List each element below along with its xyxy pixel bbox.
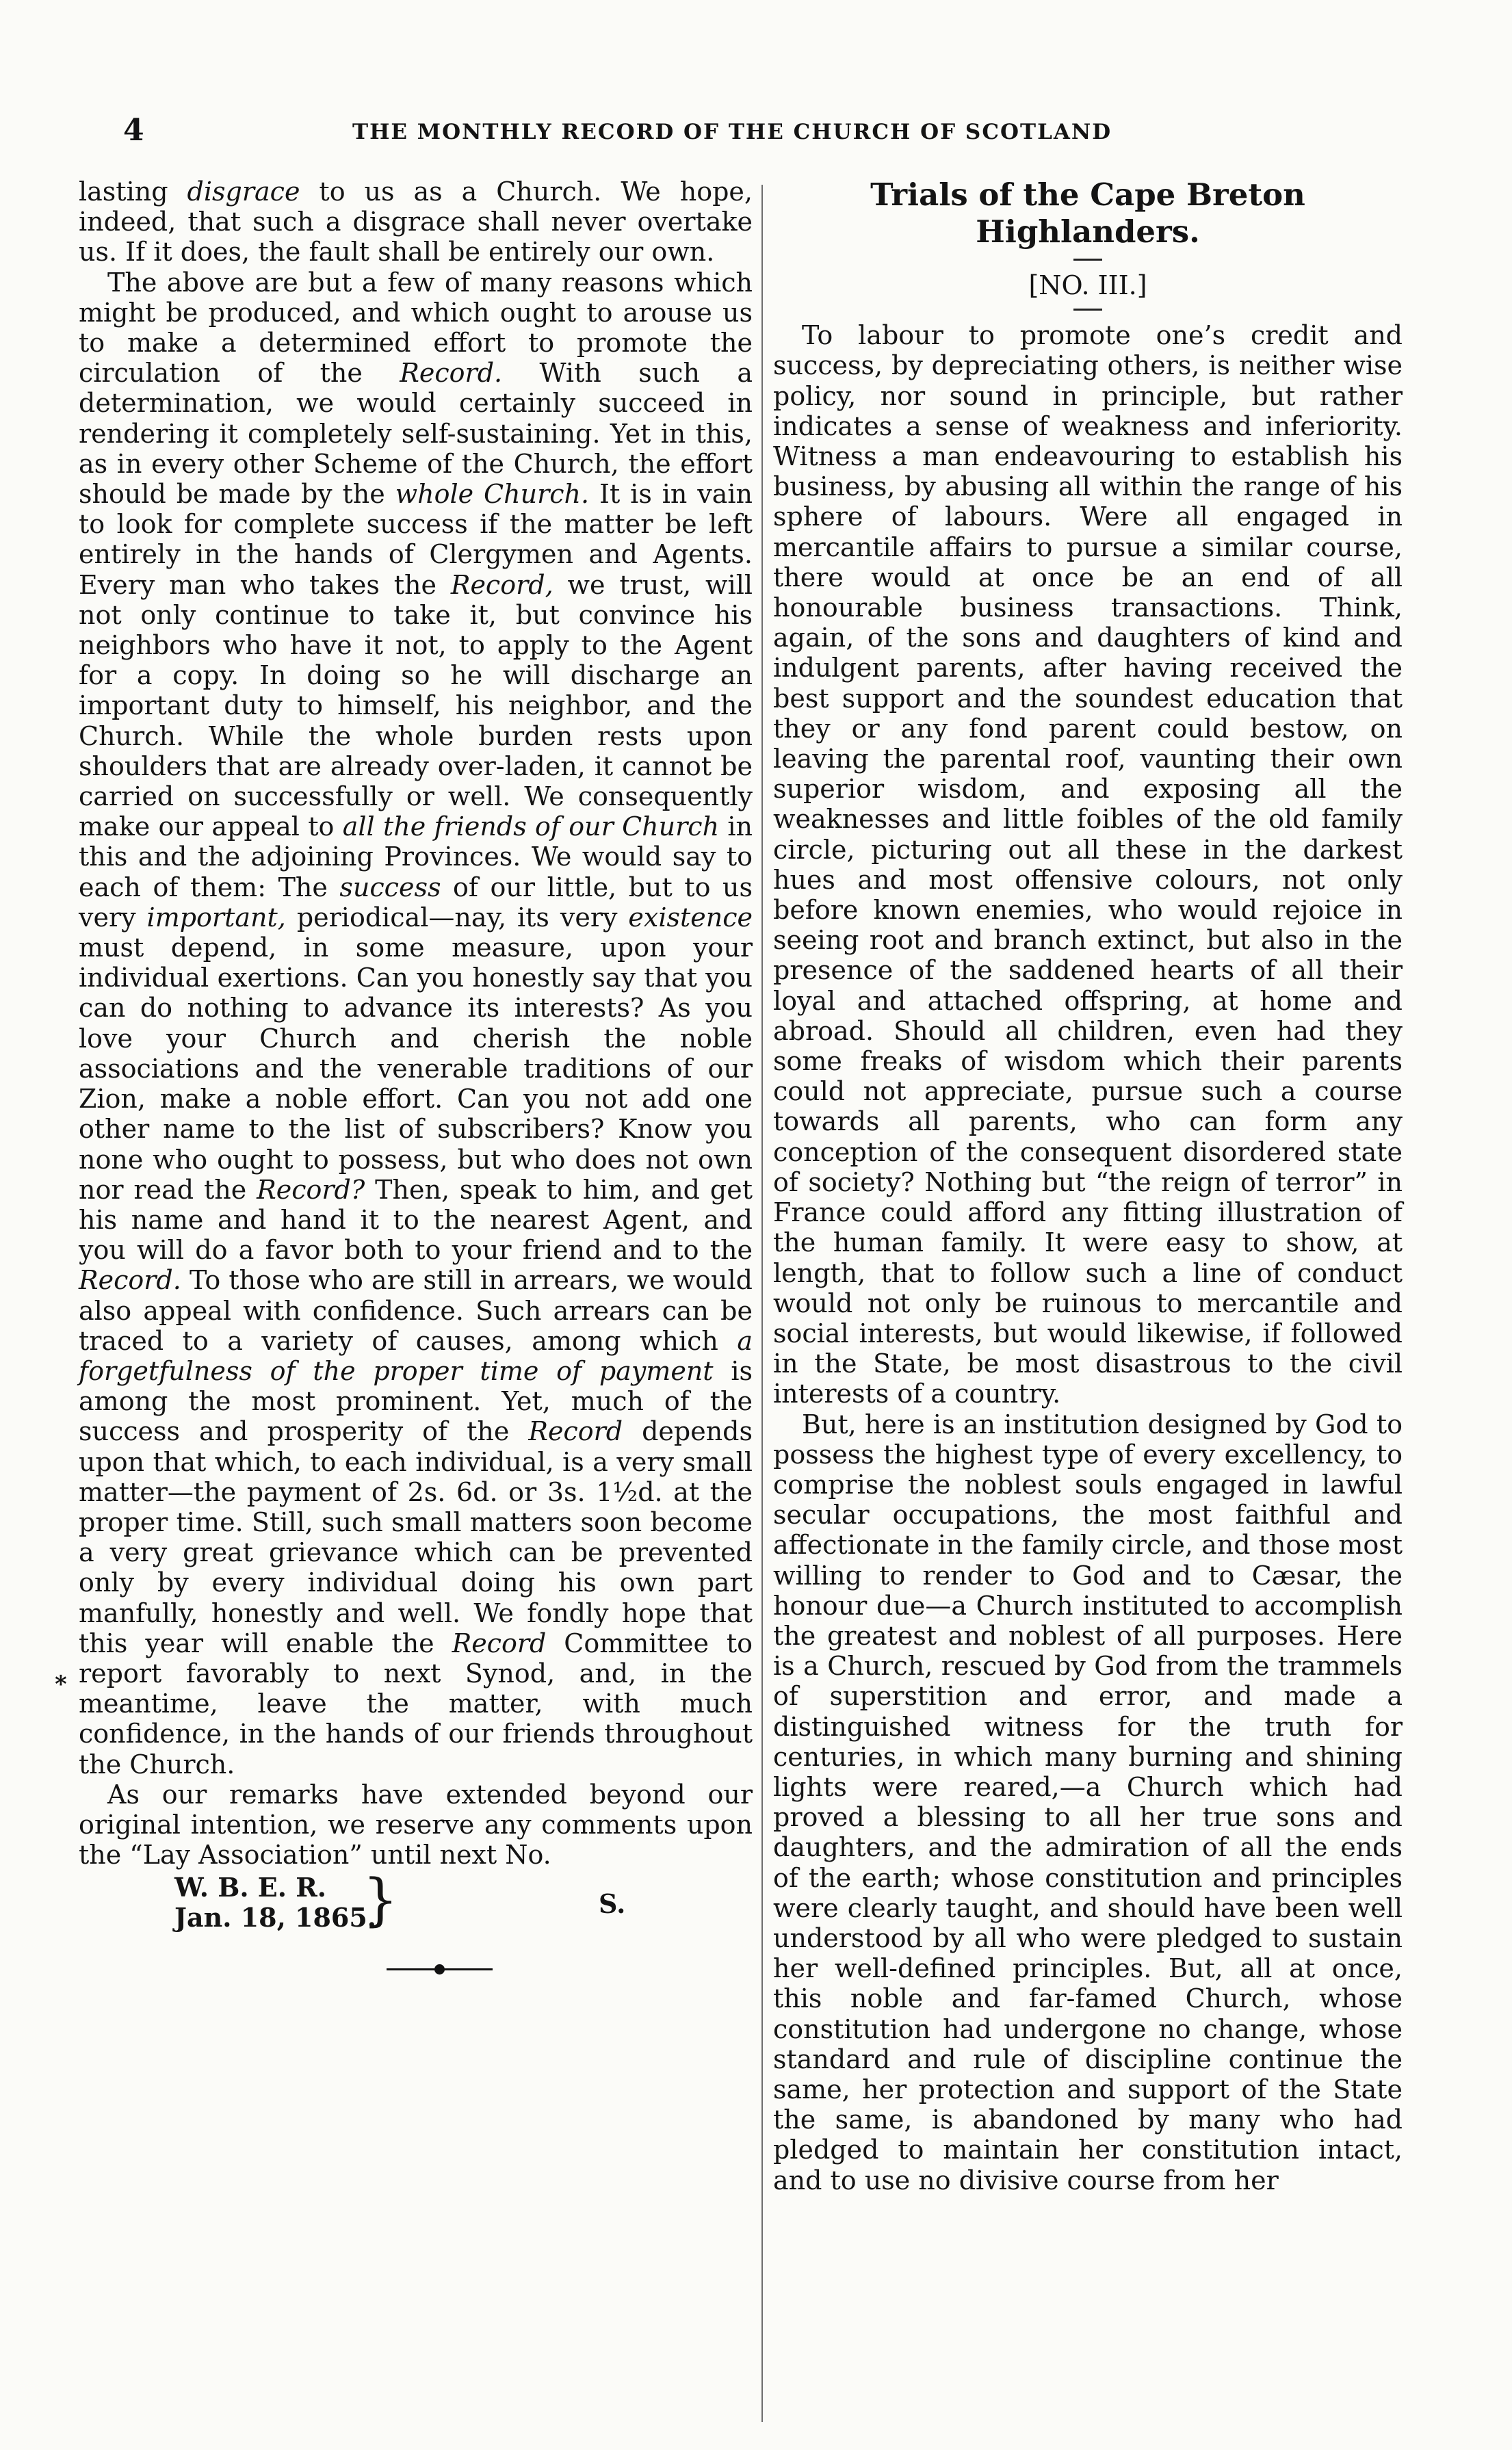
ornament-dot: [434, 1964, 445, 1975]
title-rule: [1073, 259, 1102, 261]
italic-text: Record.: [79, 1265, 181, 1296]
text-run: is among the most prominent. Yet, much of the success and prosperity of the: [79, 1355, 753, 1447]
right-paragraph-1: To labour to promote one’s credit and success, by depreciating others, is neither wise policy, nor sound in principle, but rather indicates a sense of weakness and inferiority. Witness a man endeavouring to establish his business, by abusing all within the range of his sphere of labours. Were all engaged in mercantile affairs to pursue a similar course, there would at once be an end of all honourable business transactions. Think, again, of the sons and daughters of kind and indulgent parents, after having received the best support and the soundest education that they or any fond parent could bestow, on leaving the parental roof, vaunting their own superior wisdom, and exposing all the weaknesses and little foibles of the old family circle, picturing out all these in the darkest hues and most offensive colours, not only before known enemies, who would rejoice in seeing root and branch extinct, but also in the presence of the saddened hearts of all their loyal and attached offspring, at home and abroad. Should all children, even had they some freaks of wisdom which their parents could not appreciate, pursue such a course towards all parents, who can form any conception of the consequent disordered state of society? Nothing but “the reign of terror” in France could afford any fitting illustration of the human family. It were easy to show, at length, that to follow such a line of conduct would not only be ruinous to mercantile and social interests, but would likewise, if followed in the State, be most disastrous to the civil interests of a country.: [773, 320, 1403, 1409]
signature-letter: S.: [599, 1888, 626, 1920]
italic-text: Record: [528, 1416, 623, 1447]
text-run: lasting: [79, 177, 187, 207]
page-number: 4: [123, 113, 144, 148]
part-rule: [1073, 309, 1102, 311]
italic-text: important,: [146, 902, 286, 933]
text-run: of our little, but to us very: [79, 872, 753, 933]
left-column: [79, 177, 753, 1985]
signature-block: [79, 1868, 753, 1934]
italic-text: success: [339, 872, 441, 902]
text-run: depends upon that which, to each individual, is a very small matter—the payment of 2s. 6d. or 3s. 1½d. at the proper time. Still, such small matters soon become a very great grievance which can be prevented only by every individual doing his own part manfully, honestly and well. We fondly hope that this year will enable the: [79, 1416, 753, 1658]
text-run: The above are but a few of many reasons which might be produced, and which ought to arouse us to make a determined effort to promote the circulation of the: [79, 267, 753, 389]
text-run: With such a determination, we would certainly succeed in rendering it completely self-sustaining. Yet in this, as in every other Scheme of the Church, the effort should be made by the: [79, 358, 753, 510]
text-run: periodical—nay, its very: [285, 902, 629, 933]
text-run: To those who are still in arrears, we would also appeal with confidence. Such arrears can be traced to a variety of causes, among which: [79, 1265, 753, 1356]
signature-initials: W. B. E. R.: [174, 1872, 327, 1903]
italic-text: disgrace: [187, 177, 300, 207]
text-run: we trust, will not only continue to take it, but convince his neighbors who have it not, to apply to the Agent for a copy. In doing so he will discharge an important duty to himself, his neighbor, and the Church. While the whole burden rests upon shoulders that are already over-laden, it cannot be carried on successfully or well. We consequently make our appeal to: [79, 569, 753, 842]
article-part-number: [NO. III.]: [1028, 270, 1147, 300]
text-run: must depend, in some measure, upon your individual exertions. Can you honestly say that you can do nothing to advance its interests? As you love your Church and cherish the noble associations and the venerable traditions of our Zion, make a noble effort. Can you not add one other name to the list of subscribers? Know you none who ought to possess, but who does not own nor read the: [79, 933, 753, 1205]
right-column: [773, 177, 1403, 2195]
italic-text: Record?: [257, 1174, 365, 1205]
text-run: in this and the adjoining Provinces. We would say to each of them: The: [79, 811, 753, 902]
text-run: It is in vain to look for complete success if the matter be left entirely in the hands of Clergymen and Agents. Every man who takes the: [79, 479, 753, 600]
column-divider: [761, 185, 763, 2422]
italic-text: existence: [628, 902, 753, 933]
margin-mark: *: [55, 1671, 67, 1698]
running-header: [123, 113, 1423, 154]
signature-brace: }: [363, 1868, 399, 1933]
italic-text: Record: [452, 1628, 547, 1658]
left-paragraph-2: [79, 268, 753, 1780]
section-ornament-icon: [387, 1955, 493, 1985]
italic-text: whole Church.: [395, 479, 590, 510]
journal-title: THE MONTHLY RECORD OF THE CHURCH OF SCOTLAND: [352, 120, 1112, 144]
text-run: Committee to report favorably to next Synod, and, in the meantime, leave the matter, with much confidence, in the hands of our friends throughout the Church.: [79, 1628, 753, 1780]
text-run: Then, speak to him, and get his name and hand it to the nearest Agent, and you will do a favor both to your friend and to the: [79, 1174, 753, 1266]
italic-text: a forgetfulness of the proper time of payment: [79, 1325, 753, 1386]
signature-date: Jan. 18, 1865.: [174, 1902, 377, 1933]
italic-text: all the friends of our Church: [342, 811, 720, 842]
left-paragraph-1: [79, 177, 753, 268]
article-title: Trials of the Cape Breton Highlanders.: [870, 177, 1305, 250]
italic-text: Record,: [450, 569, 553, 600]
left-paragraph-3: As our remarks have extended beyond our original intention, we reserve any comments upon the “Lay Association” until next No.: [79, 1779, 753, 1871]
italic-text: Record.: [400, 358, 503, 389]
text-run: to us as a Church. We hope, indeed, that such a disgrace shall never overtake us. If it does, the fault shall be entirely our own.: [79, 177, 753, 268]
right-paragraph-2: But, here is an institution designed by God to possess the highest type of every excellency, to comprise the noblest souls engaged in lawful secular occupations, the most faithful and affectionate in the family circle, and those most willing to render to God and to Cæsar, the honour due—a Church instituted to accomplish the greatest and noblest of all purposes. Here is a Church, rescued by God from the trammels of superstition and error, and made a distinguished witness for the truth for centuries, in which many burning and shining lights were reared,—a Church which had proved a blessing to all her true sons and daughters, and the admiration of all the ends of the earth; whose constitution and principles were clearly taught, and should have been well understood by all who were pledged to sustain her well-defined principles. But, all at once, this noble and far-famed Church, whose constitution had undergone no change, whose standard and rule of discipline continue the same, her protection and support of the State the same, is abandoned by many who had pledged to maintain her constitution intact, and to use no divisive course from her: [773, 1409, 1403, 2195]
